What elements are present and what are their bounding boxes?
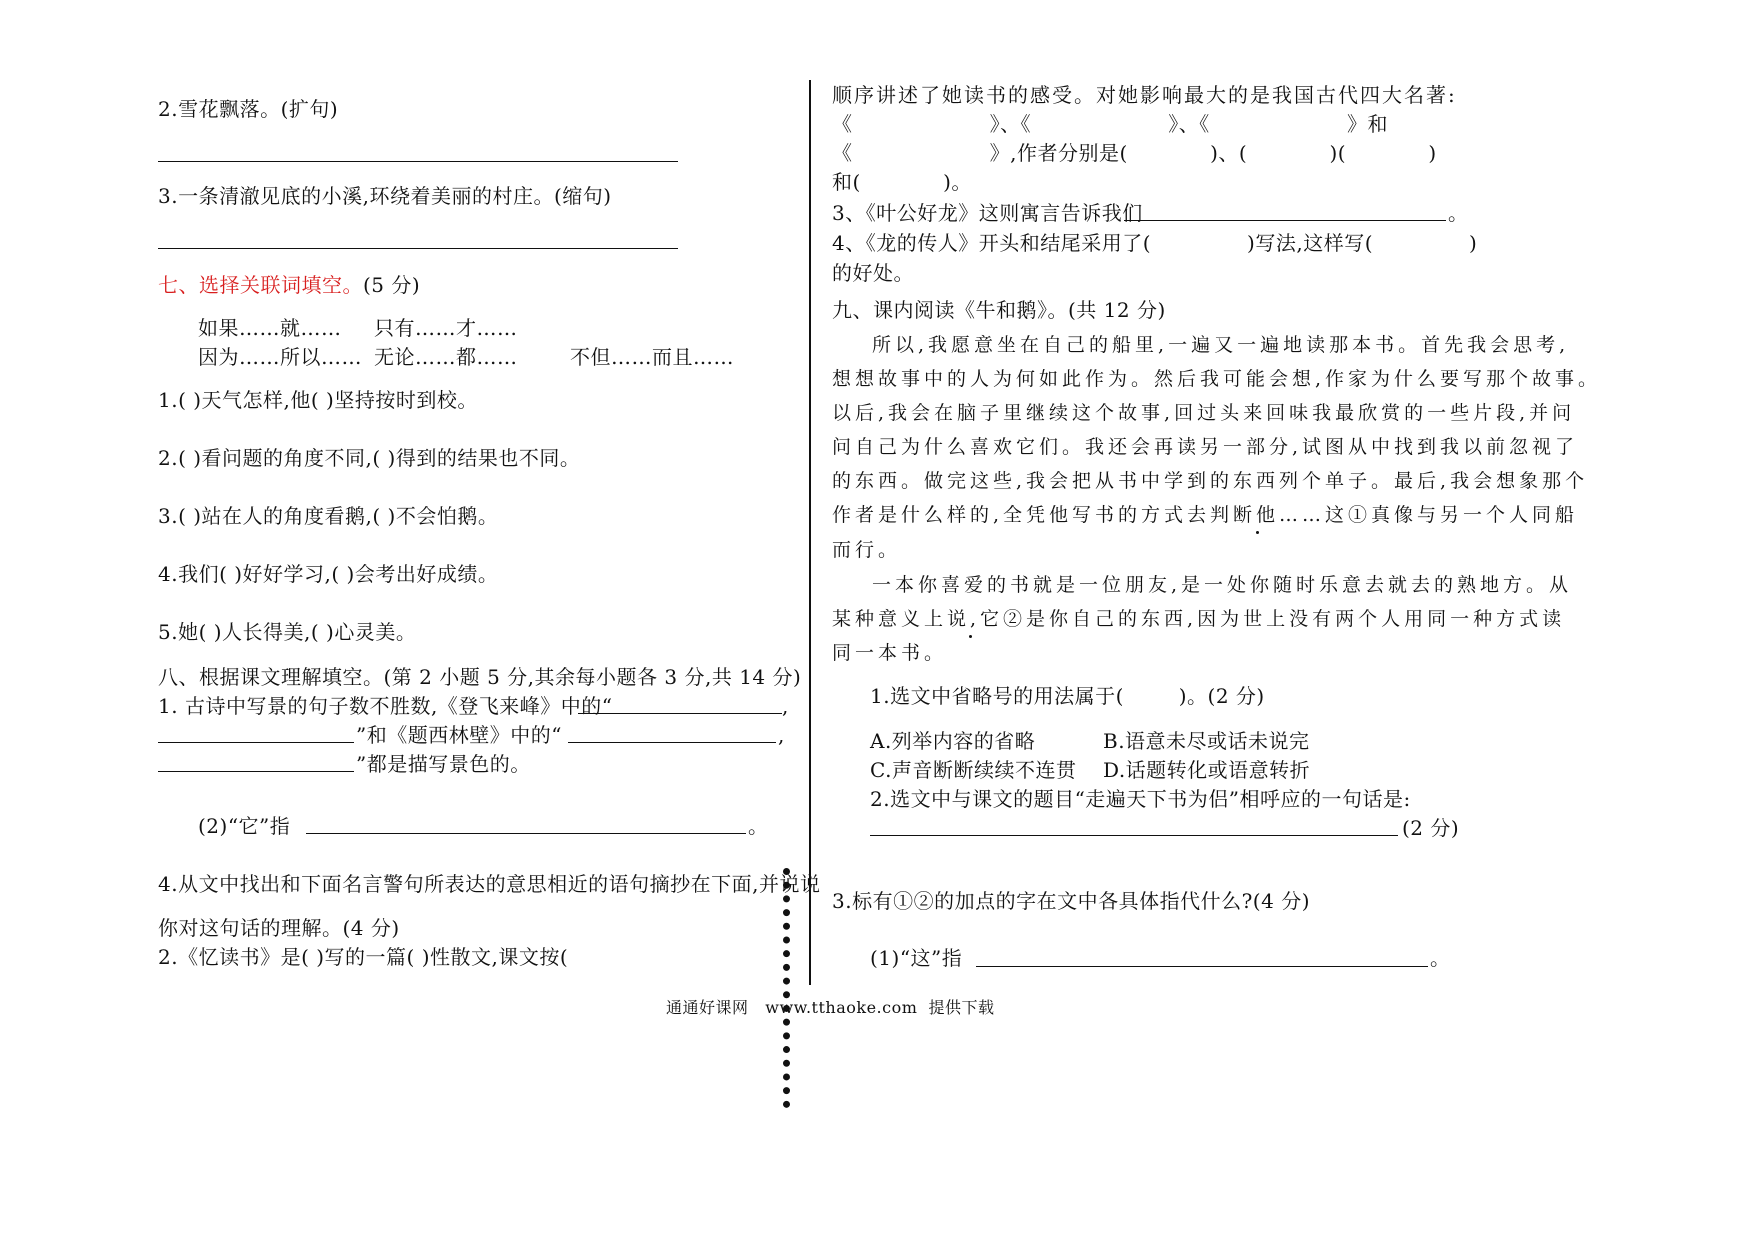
reading-q1: 1.选文中省略号的用法属于( )。(2 分) — [870, 684, 1265, 708]
passage-line: 所以,我愿意坐在自己的船里,一遍又一遍地读那本书。首先我会思考, — [872, 334, 1570, 356]
section-8-title: 八、根据课文理解填空。(第 2 小题 5 分,其余每小题各 3 分,共 14 分) — [158, 665, 802, 689]
section-8-q1-line3: ”都是描写景色的。 — [356, 752, 531, 776]
reading-q2: 2.选文中与课文的题目“走遍天下书为侣”相呼应的一句话是: — [870, 787, 1411, 811]
question-shorten-sentence: 3.一条清澈见底的小溪,环绕着美丽的村庄。(缩句) — [158, 184, 612, 208]
passage-line: 以后,我会在脑子里继续这个故事,回过头来回味我最欣赏的一些片段,并问 — [832, 402, 1576, 424]
punctuation: 。 — [1430, 946, 1451, 970]
section-9-title: 九、课内阅读《牛和鹅》。(共 12 分) — [832, 298, 1166, 322]
reading-q3-part1: (1)“这”指 — [870, 946, 963, 970]
section-8-q2: 2.《忆读书》是( )写的一篇( )性散文,课文按( — [158, 945, 569, 969]
footer-source: 通通好课网 www.tthaoke.com 提供下载 — [666, 998, 995, 1017]
passage-line: 某种意义上说,它②是你自己的东西,因为世上没有两个人用同一种方式读 — [832, 608, 1566, 630]
conjunction-option: 如果……就…… — [198, 316, 342, 340]
answer-line — [158, 248, 678, 249]
answer-line — [568, 742, 776, 743]
answer-line — [158, 161, 678, 162]
section-7-score: (5 分) — [363, 273, 421, 297]
punctuation: , — [778, 723, 785, 747]
section-8-q4-cont: 的好处。 — [832, 261, 914, 285]
punctuation: 。 — [748, 814, 769, 838]
emphasis-dot — [1256, 531, 1259, 534]
passage-line: 同一本书。 — [832, 642, 948, 664]
answer-line — [578, 713, 782, 714]
conjunction-question: 2.( )看问题的角度不同,( )得到的结果也不同。 — [158, 446, 581, 470]
book-blanks-row1: 《 》、《 》、《 》和 — [832, 112, 1388, 136]
answer-line — [870, 835, 1398, 836]
conjunction-option: 只有……才…… — [374, 316, 518, 340]
conjunction-option: 不但……而且…… — [570, 345, 734, 369]
section-8-q4: 4、《龙的传人》开头和结尾采用了( )写法,这样写( ) — [832, 231, 1478, 255]
punctuation: 。 — [1448, 201, 1469, 225]
book-blanks-row2: 《 》,作者分别是( )、( )( ) — [832, 141, 1437, 165]
column-divider — [809, 80, 811, 985]
conjunction-option: 因为……所以…… — [198, 345, 362, 369]
passage-line: 一本你喜爱的书就是一位朋友,是一处你随时乐意去就去的熟地方。从 — [872, 574, 1573, 596]
reading-q1-option-c: C.声音断断续续不连贯 — [870, 758, 1077, 782]
punctuation: , — [782, 694, 789, 718]
conjunction-question: 4.我们( )好好学习,( )会考出好成绩。 — [158, 562, 499, 586]
answer-line — [158, 771, 354, 772]
section-8-q1-line2: ”和《题西林壁》中的“ — [356, 723, 562, 747]
passage-line: 作者是什么样的,全凭他写书的方式去判断他……这①真像与另一个人同船 — [832, 504, 1579, 526]
section-7-heading — [158, 272, 420, 298]
section-7-title: 七、选择关联词填空。 — [158, 273, 363, 297]
answer-line — [158, 742, 354, 743]
answer-line — [306, 833, 746, 834]
reading-q1-option-b: B.语意未尽或话未说完 — [1103, 729, 1310, 753]
conjunction-question: 3.( )站在人的角度看鹅,( )不会怕鹅。 — [158, 504, 499, 528]
book-blanks-row3: 和( )。 — [832, 170, 972, 194]
reading-q3-part2: (2)“它”指 — [198, 814, 291, 838]
answer-line — [976, 966, 1428, 967]
section-8-q1-line1: 1. 古诗中写景的句子数不胜数,《登飞来峰》中的“ — [158, 694, 613, 718]
reading-q1-option-a: A.列举内容的省略 — [870, 729, 1036, 753]
passage-line: 问自己为什么喜欢它们。我还会再读另一部分,试图从中找到我以前忽视了 — [832, 436, 1579, 458]
binding-dotted-line — [783, 868, 790, 1108]
reading-q1-option-d: D.话题转化或语意转折 — [1103, 758, 1311, 782]
section-8-q2-cont: 顺序讲述了她读书的感受。对她影响最大的是我国古代四大名著: — [832, 83, 1457, 107]
passage-line: 想想故事中的人为何如此作为。然后我可能会想,作家为什么要写那个故事。 — [832, 368, 1602, 390]
conjunction-option: 无论……都…… — [374, 345, 518, 369]
conjunction-question: 5.她( )人长得美,( )心灵美。 — [158, 620, 417, 644]
question-expand-sentence: 2.雪花飘落。(扩句) — [158, 97, 339, 121]
answer-line — [1124, 220, 1446, 221]
emphasis-dot — [969, 635, 972, 638]
reading-q3: 3.标有①②的加点的字在文中各具体指代什么?(4 分) — [832, 889, 1310, 913]
section-8-q3: 3、《叶公好龙》这则寓言告诉我们 — [832, 201, 1143, 225]
conjunction-question: 1.( )天气怎样,他( )坚持按时到校。 — [158, 388, 478, 412]
passage-line: 而行。 — [832, 539, 902, 561]
passage-line: 的东西。做完这些,我会把从书中学到的东西列个单子。最后,我会想象那个 — [832, 470, 1589, 492]
quote-question-cont: 你对这句话的理解。(4 分) — [158, 916, 400, 940]
reading-q2-score: (2 分) — [1402, 816, 1460, 840]
quote-question: 4.从文中找出和下面名言警句所表达的意思相近的语句摘抄在下面,并说说 — [158, 872, 821, 896]
